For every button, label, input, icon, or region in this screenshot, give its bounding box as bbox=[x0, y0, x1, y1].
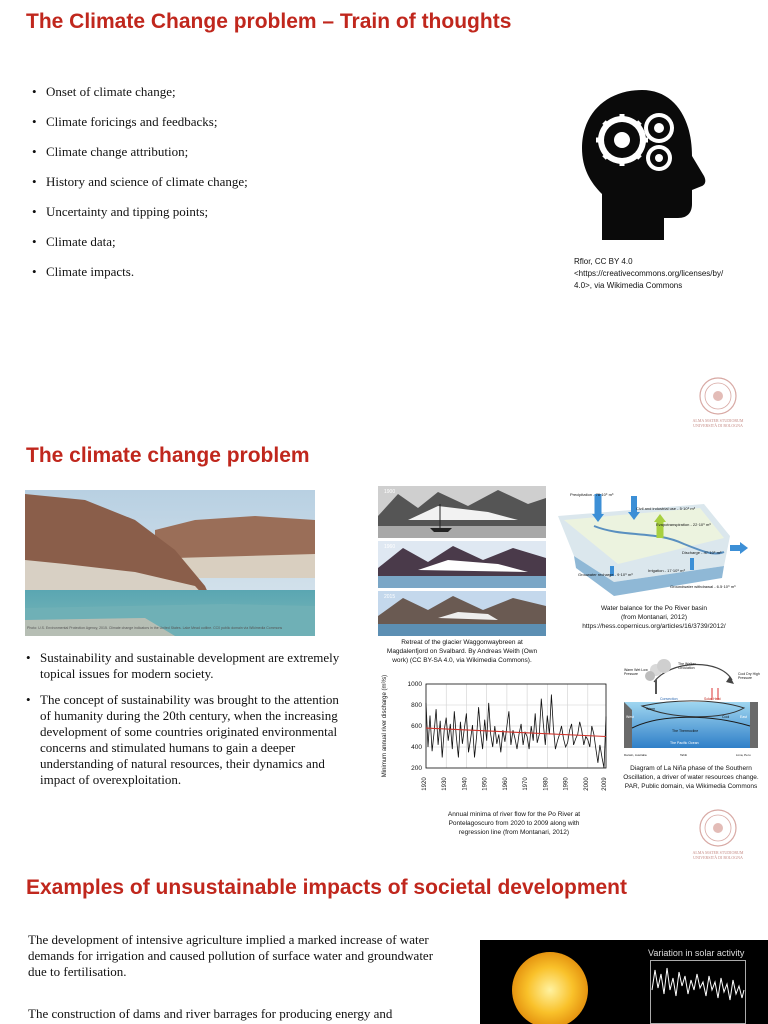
water-label: Grouwater recharge - 9·10⁹ m³ bbox=[578, 572, 633, 577]
caption-line: Oscillation, a driver of water resources change. bbox=[623, 774, 759, 781]
seal-line: UNIVERSITÀ DI BOLOGNA bbox=[693, 855, 743, 860]
list-item: • The concept of sustainability was brought to the attention of humanity during the 20th century, when the increasing development of some countries originated environmental concerns and stimulated humans to gain a deeper understanding of natural resources, their dynamics and impact of overexploitation. bbox=[26, 692, 346, 788]
caption-line: Magdalenfjord on Svalbard. By Andreas Weith (Own bbox=[386, 648, 538, 655]
topic-list bbox=[32, 84, 248, 280]
nina-label: Cool bbox=[722, 715, 730, 719]
river-flow-chart bbox=[376, 672, 610, 806]
seal-text bbox=[683, 850, 753, 860]
x-tick-label: 1920 bbox=[422, 777, 428, 791]
glacier-photos bbox=[378, 486, 546, 636]
water-label: Evapotranspiration - 22·10⁹ m³ bbox=[656, 522, 711, 527]
y-tick-label: 400 bbox=[411, 744, 422, 751]
caption-line: Annual minima of river flow for the Po River at bbox=[447, 811, 581, 818]
list-item: • Climate impacts. bbox=[32, 264, 248, 280]
nina-caption bbox=[614, 764, 768, 791]
slide-climate-change-problem bbox=[0, 432, 768, 864]
x-tick-label: 1990 bbox=[563, 777, 570, 791]
glacier-caption bbox=[370, 638, 554, 665]
credit-line: <https://creativecommons.org/licenses/by/ bbox=[574, 269, 724, 278]
nina-label: Darwin, Australia bbox=[624, 753, 647, 757]
seal-line: UNIVERSITÀ DI BOLOGNA bbox=[693, 423, 743, 428]
caption-line: regression line (from Montanari, 2012) bbox=[458, 829, 570, 836]
seal-line: ALMA MATER STUDIORUM bbox=[692, 418, 744, 423]
credit-line: 4.0>, via Wikimedia Commons bbox=[574, 281, 683, 290]
slide-title: The climate change problem bbox=[26, 444, 310, 467]
water-label: Irrigation - 17·10⁹ m³ bbox=[648, 568, 685, 573]
sun-icon bbox=[510, 950, 590, 1024]
nina-label: The Pacific Ocean bbox=[670, 741, 699, 745]
x-tick-label: 1960 bbox=[502, 777, 509, 791]
nina-label: Tahiti bbox=[680, 753, 688, 757]
x-tick-label: 1930 bbox=[442, 777, 449, 791]
glacier-year: 1900 bbox=[384, 489, 396, 495]
x-tick-label: 1970 bbox=[523, 777, 530, 791]
agriculture-paragraph: The development of intensive agriculture implied a marked increase of water demands for irrigation and caused pollution of surface water and groundwater due to fertilisation. bbox=[28, 932, 434, 979]
caption-line: https://hess.copernicus.org/articles/16/3739/2012/ bbox=[582, 623, 726, 630]
seal-text bbox=[683, 418, 753, 428]
caption-line: (from Montanari, 2012) bbox=[620, 614, 688, 621]
list-item: • Climate foricings and feedbacks; bbox=[32, 114, 248, 130]
x-tick-label: 1980 bbox=[543, 777, 550, 791]
nina-label: Warm Wet Low Pressure bbox=[624, 668, 648, 676]
university-seal-icon bbox=[696, 806, 740, 850]
photo-credit: Photo: U.S. Environmental Protection Agency, 2015. Climate change indicators in the United States. Lake Mead outline. CC0 public domain via Wikimedia Commons bbox=[27, 626, 283, 630]
list-item: • Climate data; bbox=[32, 234, 248, 250]
chart-y-axis-label bbox=[382, 675, 388, 777]
x-tick-label: 1950 bbox=[482, 777, 489, 791]
series-line-discharge bbox=[426, 695, 606, 769]
head-gears-icon bbox=[578, 86, 710, 244]
slide-title: The Climate Change problem – Train of thoughts bbox=[26, 10, 512, 33]
university-seal-icon bbox=[696, 374, 740, 418]
y-tick-label: 600 bbox=[411, 723, 422, 730]
list-item: • Sustainability and sustainable development are extremely topical issues for modern society. bbox=[26, 650, 346, 682]
solar-activity-label: Variation in solar activity bbox=[648, 948, 745, 958]
caption-line: Pontelagoscuro from 2020 to 2009 along with bbox=[448, 820, 580, 827]
water-caption bbox=[554, 604, 754, 631]
list-item: • Climate change attribution; bbox=[32, 144, 248, 160]
dams-paragraph: The construction of dams and river barrages for producing energy and bbox=[28, 1006, 393, 1021]
nina-label: Solar Heat bbox=[704, 697, 721, 701]
glacier-year: 1960 bbox=[384, 544, 396, 550]
glacier-year: 2015 bbox=[384, 594, 396, 600]
slide-train-of-thoughts bbox=[0, 0, 768, 432]
slide-unsustainable-impacts bbox=[0, 864, 768, 1024]
slide-title: Examples of unsustainable impacts of societal development bbox=[26, 876, 628, 899]
x-tick-label: 1940 bbox=[462, 777, 469, 791]
list-item: • Onset of climate change; bbox=[32, 84, 248, 100]
caption-line: Diagram of La Niña phase of the Southern bbox=[630, 765, 752, 772]
image-credit bbox=[574, 256, 764, 292]
solar-activity-plot bbox=[650, 960, 746, 1024]
caption-line: Retreat of the glacier Waggonwaybreen at bbox=[401, 639, 523, 646]
river-caption bbox=[414, 810, 614, 837]
caption-line: PAR, Public domain, via Wikimedia Commons bbox=[624, 783, 758, 790]
caption-line: work) (CC BY-SA 4.0, via Wikimedia Commons). bbox=[392, 657, 532, 664]
y-tick-label: 200 bbox=[411, 765, 422, 772]
y-tick-label: 1000 bbox=[407, 681, 422, 688]
water-label: Civil and industrial use - 5·10⁹ m³ bbox=[636, 506, 696, 511]
nina-label: West bbox=[626, 715, 634, 719]
nina-label: The Walker Circulation bbox=[678, 662, 696, 670]
nina-label: Warm bbox=[646, 707, 656, 711]
nina-label: Lima, Peru bbox=[736, 753, 751, 757]
seal-line: ALMA MATER STUDIORUM bbox=[692, 850, 744, 855]
nina-label: The Thermocline bbox=[672, 729, 699, 733]
chart-series bbox=[426, 695, 606, 769]
list-item: • Uncertainty and tipping points; bbox=[32, 204, 248, 220]
x-tick-label: 2009 bbox=[602, 777, 608, 791]
list-item: • History and science of climate change; bbox=[32, 174, 248, 190]
credit-line: Rflor, CC BY 4.0 bbox=[574, 257, 633, 266]
nina-label: East bbox=[740, 715, 748, 719]
x-tick-label: 2000 bbox=[583, 777, 590, 791]
water-label: Precipitation - 78·10⁹ m³ bbox=[570, 492, 614, 497]
nina-label: Convection bbox=[660, 697, 678, 701]
y-axis-label: Minimum annual river discharge (m³/s) bbox=[382, 674, 388, 778]
caption-line: Water balance for the Po River basin bbox=[601, 605, 707, 612]
lake-photo bbox=[25, 490, 315, 636]
nina-label: Cool Dry High Pressure bbox=[738, 672, 760, 680]
water-label: Groundwater withdrawal - 6.5·10⁹ m³ bbox=[670, 584, 736, 589]
sustainability-list bbox=[26, 650, 346, 788]
solar-activity-panel bbox=[480, 940, 768, 1024]
water-label: Discharge - 47·10⁹ m³ bbox=[682, 550, 722, 555]
y-tick-label: 800 bbox=[411, 702, 422, 709]
